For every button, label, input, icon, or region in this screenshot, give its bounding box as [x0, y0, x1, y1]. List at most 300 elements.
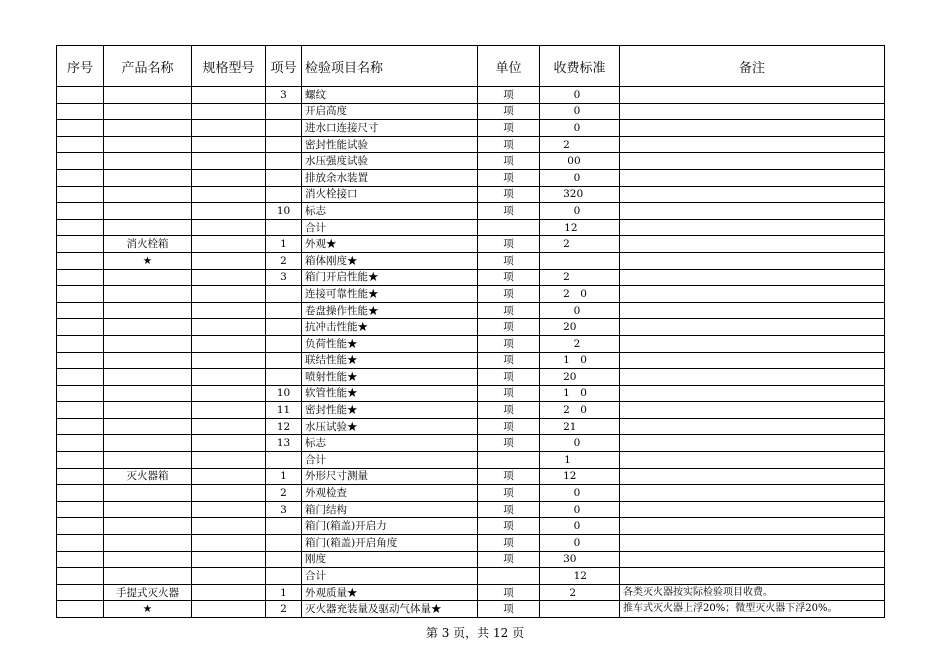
cell-spec-model [192, 385, 266, 402]
cell-fee: 0 [540, 103, 620, 120]
cell-unit: 项 [478, 385, 540, 402]
cell-item-no: 10 [266, 385, 302, 402]
cell-seq [57, 103, 104, 120]
header-unit: 单位 [478, 46, 540, 87]
cell-fee: 1 [540, 452, 620, 469]
cell-fee [540, 252, 620, 269]
cell-remarks [620, 501, 885, 518]
cell-item-name: 密封性能试验 [302, 136, 478, 153]
cell-seq [57, 169, 104, 186]
cell-unit [478, 452, 540, 469]
cell-fee: 0 [540, 535, 620, 552]
cell-spec-model [192, 269, 266, 286]
header-fee-standard: 收费标准 [540, 46, 620, 87]
cell-unit: 项 [478, 203, 540, 220]
cell-seq [57, 87, 104, 104]
cell-item-no [266, 319, 302, 336]
cell-unit [478, 219, 540, 236]
cell-item-name: 标志 [302, 203, 478, 220]
table-row [57, 601, 885, 618]
table-row [57, 501, 885, 518]
cell-remarks [620, 252, 885, 269]
cell-unit: 项 [478, 402, 540, 419]
cell-unit: 项 [478, 302, 540, 319]
cell-unit: 项 [478, 369, 540, 386]
table-row [57, 369, 885, 386]
cell-item-no [266, 335, 302, 352]
cell-fee: 0 [540, 518, 620, 535]
cell-product-name [104, 402, 192, 419]
cell-product-name [104, 302, 192, 319]
table-header-row [57, 46, 885, 87]
cell-product-name [104, 219, 192, 236]
cell-item-no: 2 [266, 485, 302, 502]
cell-unit: 项 [478, 103, 540, 120]
table-row [57, 335, 885, 352]
cell-product-name [104, 103, 192, 120]
cell-remarks [620, 435, 885, 452]
cell-seq [57, 153, 104, 170]
cell-seq [57, 319, 104, 336]
cell-spec-model [192, 435, 266, 452]
cell-remarks [620, 535, 885, 552]
cell-unit: 项 [478, 468, 540, 485]
cell-seq [57, 584, 104, 601]
cell-seq [57, 269, 104, 286]
cell-spec-model [192, 153, 266, 170]
cell-fee: 20 [540, 319, 620, 336]
cell-seq [57, 219, 104, 236]
cell-fee: 0 [540, 120, 620, 137]
cell-spec-model [192, 120, 266, 137]
cell-remarks [620, 485, 885, 502]
cell-fee: 20 [540, 369, 620, 386]
cell-fee: 2 [540, 136, 620, 153]
table-row [57, 435, 885, 452]
table-row [57, 103, 885, 120]
cell-item-name: 外观质量★ [302, 584, 478, 601]
cell-unit: 项 [478, 352, 540, 369]
cell-seq [57, 302, 104, 319]
cell-seq [57, 186, 104, 203]
cell-product-name [104, 153, 192, 170]
cell-seq [57, 568, 104, 585]
cell-item-name: 消火栓接口 [302, 186, 478, 203]
table-row [57, 153, 885, 170]
cell-unit: 项 [478, 335, 540, 352]
cell-seq [57, 236, 104, 253]
cell-seq [57, 601, 104, 618]
cell-spec-model [192, 418, 266, 435]
cell-remarks [620, 518, 885, 535]
table-row [57, 568, 885, 585]
cell-product-name [104, 568, 192, 585]
cell-product-name [104, 452, 192, 469]
cell-item-name: 合计 [302, 219, 478, 236]
cell-fee: 0 [540, 169, 620, 186]
cell-product-name [104, 120, 192, 137]
header-item-name: 检验项目名称 [302, 46, 478, 87]
cell-product-name [104, 87, 192, 104]
cell-remarks [620, 219, 885, 236]
page-number: 第 3 页，共 12 页 [425, 626, 525, 640]
table-row [57, 219, 885, 236]
cell-spec-model [192, 452, 266, 469]
cell-item-name: 水压强度试验 [302, 153, 478, 170]
cell-unit: 项 [478, 186, 540, 203]
cell-fee: 12 [540, 568, 620, 585]
cell-seq [57, 252, 104, 269]
cell-remarks [620, 319, 885, 336]
cell-product-name [104, 269, 192, 286]
cell-item-no: 3 [266, 87, 302, 104]
table-row [57, 584, 885, 601]
cell-spec-model [192, 252, 266, 269]
cell-spec-model [192, 236, 266, 253]
cell-seq [57, 385, 104, 402]
cell-fee: 0 [540, 501, 620, 518]
table-row [57, 236, 885, 253]
cell-remarks [620, 203, 885, 220]
cell-seq [57, 452, 104, 469]
cell-item-no: 1 [266, 236, 302, 253]
cell-unit: 项 [478, 551, 540, 568]
cell-unit: 项 [478, 136, 540, 153]
cell-item-no: 12 [266, 418, 302, 435]
cell-spec-model [192, 319, 266, 336]
cell-spec-model [192, 186, 266, 203]
table-row [57, 302, 885, 319]
table-row [57, 319, 885, 336]
cell-item-name: 合计 [302, 568, 478, 585]
cell-spec-model [192, 485, 266, 502]
cell-fee: 2 0 [540, 402, 620, 419]
table-row [57, 551, 885, 568]
cell-spec-model [192, 302, 266, 319]
cell-unit: 项 [478, 535, 540, 552]
cell-fee: 12 [540, 219, 620, 236]
table-row [57, 87, 885, 104]
cell-fee: 12 [540, 468, 620, 485]
cell-remarks [620, 136, 885, 153]
cell-unit: 项 [478, 485, 540, 502]
cell-seq [57, 136, 104, 153]
cell-product-name [104, 319, 192, 336]
cell-unit: 项 [478, 236, 540, 253]
cell-seq [57, 120, 104, 137]
cell-product-name [104, 169, 192, 186]
cell-remarks [620, 418, 885, 435]
table-row [57, 385, 885, 402]
cell-item-name: 合计 [302, 452, 478, 469]
cell-item-name: 水压试验★ [302, 418, 478, 435]
cell-item-name: 喷射性能★ [302, 369, 478, 386]
cell-product-name [104, 418, 192, 435]
cell-item-no: 1 [266, 468, 302, 485]
cell-item-name: 刚度 [302, 551, 478, 568]
cell-fee: 0 [540, 203, 620, 220]
cell-remarks [620, 568, 885, 585]
cell-remarks [620, 103, 885, 120]
cell-spec-model [192, 402, 266, 419]
cell-spec-model [192, 136, 266, 153]
cell-unit: 项 [478, 153, 540, 170]
cell-fee: 2 [540, 584, 620, 601]
cell-item-name: 连接可靠性能★ [302, 286, 478, 303]
cell-item-no [266, 286, 302, 303]
cell-item-no [266, 186, 302, 203]
cell-item-name: 联结性能★ [302, 352, 478, 369]
cell-unit: 项 [478, 87, 540, 104]
cell-product-name [104, 518, 192, 535]
cell-seq [57, 501, 104, 518]
cell-spec-model [192, 169, 266, 186]
cell-product-name [104, 485, 192, 502]
cell-item-name: 外形尺寸测量 [302, 468, 478, 485]
cell-remarks [620, 385, 885, 402]
cell-unit: 项 [478, 252, 540, 269]
cell-unit: 项 [478, 418, 540, 435]
cell-remarks [620, 452, 885, 469]
cell-spec-model [192, 551, 266, 568]
cell-fee: 0 [540, 87, 620, 104]
table-row [57, 352, 885, 369]
cell-remarks [620, 468, 885, 485]
cell-unit: 项 [478, 319, 540, 336]
cell-seq [57, 352, 104, 369]
header-product-name: 产品名称 [104, 46, 192, 87]
cell-fee: 0 [540, 302, 620, 319]
cell-item-no [266, 369, 302, 386]
cell-seq [57, 369, 104, 386]
cell-fee: 0 [540, 435, 620, 452]
cell-fee [540, 601, 620, 618]
cell-fee: 2 [540, 335, 620, 352]
cell-fee: 0 [540, 485, 620, 502]
cell-item-no [266, 153, 302, 170]
cell-spec-model [192, 369, 266, 386]
cell-product-name [104, 535, 192, 552]
cell-fee: 320 [540, 186, 620, 203]
cell-item-no [266, 169, 302, 186]
cell-item-no [266, 551, 302, 568]
cell-item-name: 外观检查 [302, 485, 478, 502]
cell-remarks [620, 402, 885, 419]
header-seq: 序号 [57, 46, 104, 87]
cell-item-no: 2 [266, 252, 302, 269]
cell-spec-model [192, 468, 266, 485]
cell-product-name: 手提式灭火器 [104, 584, 192, 601]
cell-product-name [104, 385, 192, 402]
cell-seq [57, 418, 104, 435]
cell-unit: 项 [478, 435, 540, 452]
cell-spec-model [192, 103, 266, 120]
cell-item-no [266, 103, 302, 120]
cell-spec-model [192, 568, 266, 585]
cell-unit: 项 [478, 601, 540, 618]
cell-product-name [104, 501, 192, 518]
cell-remarks [620, 87, 885, 104]
cell-unit: 项 [478, 501, 540, 518]
cell-remarks [620, 153, 885, 170]
cell-product-name [104, 435, 192, 452]
table-row [57, 468, 885, 485]
cell-seq [57, 203, 104, 220]
cell-remarks [620, 302, 885, 319]
cell-product-name [104, 551, 192, 568]
cell-product-name: ★ [104, 601, 192, 618]
table-row [57, 120, 885, 137]
table-row [57, 269, 885, 286]
cell-item-name: 抗冲击性能★ [302, 319, 478, 336]
cell-item-no [266, 568, 302, 585]
cell-spec-model [192, 335, 266, 352]
cell-remarks [620, 352, 885, 369]
cell-spec-model [192, 501, 266, 518]
cell-item-no: 11 [266, 402, 302, 419]
cell-item-name: 箱体刚度★ [302, 252, 478, 269]
cell-item-no: 3 [266, 501, 302, 518]
cell-remarks [620, 120, 885, 137]
cell-seq [57, 485, 104, 502]
cell-remarks [620, 551, 885, 568]
cell-seq [57, 551, 104, 568]
cell-fee: 1 0 [540, 385, 620, 402]
cell-item-no: 13 [266, 435, 302, 452]
cell-item-no: 2 [266, 601, 302, 618]
cell-fee: 2 [540, 269, 620, 286]
cell-item-no [266, 452, 302, 469]
cell-item-no [266, 352, 302, 369]
cell-unit: 项 [478, 286, 540, 303]
cell-spec-model [192, 584, 266, 601]
cell-item-name: 灭火器充装量及驱动气体量★ [302, 601, 478, 618]
cell-item-name: 进水口连接尺寸 [302, 120, 478, 137]
cell-product-name [104, 286, 192, 303]
cell-item-name: 卷盘操作性能★ [302, 302, 478, 319]
cell-seq [57, 535, 104, 552]
cell-item-name: 箱门开启性能★ [302, 269, 478, 286]
cell-product-name: ★ [104, 252, 192, 269]
cell-spec-model [192, 87, 266, 104]
header-remarks: 备注 [620, 46, 885, 87]
table-row [57, 518, 885, 535]
cell-remarks [620, 236, 885, 253]
cell-unit [478, 568, 540, 585]
cell-item-name: 软管性能★ [302, 385, 478, 402]
cell-item-name: 螺纹 [302, 87, 478, 104]
cell-fee: 30 [540, 551, 620, 568]
table-body [57, 87, 885, 618]
cell-product-name: 灭火器箱 [104, 468, 192, 485]
cell-item-name: 开启高度 [302, 103, 478, 120]
cell-item-name: 箱门结构 [302, 501, 478, 518]
cell-spec-model [192, 203, 266, 220]
cell-product-name [104, 203, 192, 220]
cell-seq [57, 468, 104, 485]
cell-product-name [104, 335, 192, 352]
table-row [57, 286, 885, 303]
cell-item-no [266, 518, 302, 535]
cell-unit: 项 [478, 518, 540, 535]
cell-product-name [104, 186, 192, 203]
cell-item-name: 箱门(箱盖)开启力 [302, 518, 478, 535]
cell-remarks [620, 369, 885, 386]
table-row [57, 452, 885, 469]
cell-seq [57, 402, 104, 419]
table-row [57, 418, 885, 435]
cell-item-name: 箱门(箱盖)开启角度 [302, 535, 478, 552]
cell-unit: 项 [478, 584, 540, 601]
cell-spec-model [192, 601, 266, 618]
cell-item-no [266, 120, 302, 137]
cell-unit: 项 [478, 269, 540, 286]
cell-seq [57, 518, 104, 535]
header-spec-model: 规格型号 [192, 46, 266, 87]
cell-remarks [620, 169, 885, 186]
cell-fee: 2 [540, 236, 620, 253]
cell-item-no [266, 535, 302, 552]
table-row [57, 186, 885, 203]
cell-item-no: 1 [266, 584, 302, 601]
cell-product-name [104, 352, 192, 369]
cell-item-name: 负荷性能★ [302, 335, 478, 352]
cell-item-name: 外观★ [302, 236, 478, 253]
table-row [57, 169, 885, 186]
cell-fee: 21 [540, 418, 620, 435]
cell-remarks [620, 186, 885, 203]
cell-item-name: 排放余水装置 [302, 169, 478, 186]
cell-fee: 00 [540, 153, 620, 170]
cell-spec-model [192, 219, 266, 236]
table-row [57, 402, 885, 419]
table-row [57, 136, 885, 153]
table-row [57, 203, 885, 220]
cell-seq [57, 435, 104, 452]
cell-remarks: 各类灭火器按实际检验项目收费。 [620, 584, 885, 601]
cell-item-no [266, 302, 302, 319]
fee-schedule-table [56, 45, 885, 618]
cell-remarks [620, 286, 885, 303]
cell-product-name [104, 369, 192, 386]
cell-item-no: 3 [266, 269, 302, 286]
cell-item-name: 标志 [302, 435, 478, 452]
cell-item-no: 10 [266, 203, 302, 220]
cell-seq [57, 335, 104, 352]
table-row [57, 535, 885, 552]
table-row [57, 252, 885, 269]
cell-remarks: 推车式灭火器上浮20%；微型灭火器下浮20%。 [620, 601, 885, 618]
header-item-no: 项号 [266, 46, 302, 87]
cell-spec-model [192, 535, 266, 552]
cell-spec-model [192, 352, 266, 369]
cell-product-name: 消火栓箱 [104, 236, 192, 253]
cell-item-no [266, 136, 302, 153]
cell-spec-model [192, 286, 266, 303]
table-row [57, 485, 885, 502]
cell-fee: 1 0 [540, 352, 620, 369]
cell-unit: 项 [478, 120, 540, 137]
cell-remarks [620, 269, 885, 286]
cell-item-no [266, 219, 302, 236]
cell-item-name: 密封性能★ [302, 402, 478, 419]
cell-fee: 2 0 [540, 286, 620, 303]
cell-unit: 项 [478, 169, 540, 186]
cell-remarks [620, 335, 885, 352]
cell-spec-model [192, 518, 266, 535]
cell-product-name [104, 136, 192, 153]
cell-seq [57, 286, 104, 303]
